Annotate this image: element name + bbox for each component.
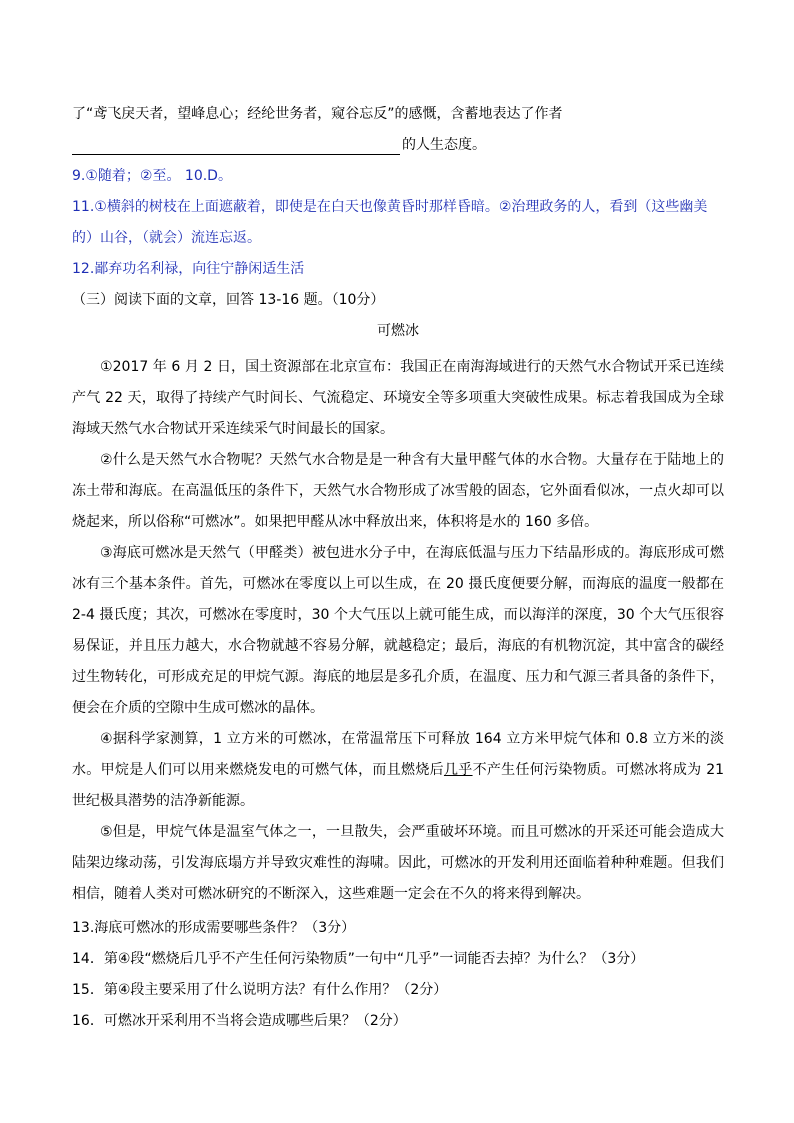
question-16: 16．可燃冰开采利用不当将会造成哪些后果？（2分） <box>72 1013 407 1029</box>
underlined-word: 几乎 <box>443 762 473 778</box>
answer-9-10: 9.①随着；②至。 10.D。 <box>72 168 232 184</box>
paragraph-5: ⑤但是，甲烷气体是温室气体之一，一旦散失，会严重破坏环境。而且可燃冰的开采还可能会造成大陆架边缘动荡，引发海底塌方并导致灾难性的海啸。因此，可燃冰的开发利用还面临着种种难题。但我们相信，随着人类对可燃冰研究的不断深入，这些难题一定会在不久的将来得到解决。 <box>72 824 724 902</box>
paragraph-4 <box>72 724 724 817</box>
paragraph-2: ②什么是天然气水合物呢？天然气水合物是是一种含有大量甲醛气体的水合物。大量存在于陆地上的冻土带和海底。在高温低压的条件下，天然气水合物形成了冰雪般的固态，它外面看似冰，一点火却可以烧起来，所以俗称“可燃冰”。如果把甲醛从冰中释放出来，体积将是水的 160 多倍。 <box>72 452 724 530</box>
question-14: 14．第④段“燃烧后几乎不产生任何污染物质”一句中“几乎”一词能否去掉？为什么？（3分） <box>72 951 645 967</box>
article-title: 可燃冰 <box>377 323 419 339</box>
answer-12: 12.鄙弃功名利禄，向往宁静闲适生活 <box>72 261 305 277</box>
paragraph-4-part1: ④据科学家测算，1 立方米的可燃冰，在常温常压下可释放 164 立方米甲烷气体和 0.8 立方米的淡水。甲烷是人们可以用来燃烧发电的可燃气体，而且燃烧后 <box>72 731 724 778</box>
answer-blank[interactable] <box>72 138 400 155</box>
fill-in-blank-suffix: 的人生态度。 <box>402 137 486 153</box>
paragraph-3: ③海底可燃冰是天然气（甲醛类）被包进水分子中，在海底低温与压力下结晶形成的。海底形成可燃冰有三个基本条件。首先，可燃冰在零度以上可以生成，在 20 摄氏度便要分解，而海底的温度一般都在 2-4 摄氏度；其次，可燃冰在零度时，30 个大气压以上就可能生成，而以海洋的深度，30 个大气压很容易保证，并且压力越大，水合物就越不容易分解，就越稳定；最后，海底的有机物沉淀，其中富含的碳经过生物转化，可形成充足的甲烷气源。海底的地层是多孔介质，在温度、压力和气源三者具备的条件下，便会在介质的空隙中生成可燃冰的晶体。 <box>72 545 724 716</box>
paragraph-1: ①2017 年 6 月 2 日，国土资源部在北京宣布：我国正在南海海域进行的天然气水合物试开采已连续产气 22 天，取得了持续产气时间长、气流稳定、环境安全等多项重大突破性成果。标志着我国成为全球海域天然气水合物试开采连续采气时间最长的国家。 <box>72 359 724 437</box>
section-heading: （三）阅读下面的文章，回答 13-16 题。（10分） <box>72 292 385 308</box>
answer-11-line2: 的）山谷，（就会）流连忘返。 <box>72 230 261 246</box>
previous-question-line: 了“鸢飞戾天者，望峰息心；经纶世务者，窥谷忘反”的感慨，含蓄地表达了作者 <box>72 106 563 122</box>
question-13: 13.海底可燃冰的形成需要哪些条件？（3分） <box>72 920 356 936</box>
paragraph-4-part2: 不产生任何污染物质。可燃冰将成为 21 世纪极具潜势的洁净新能源。 <box>72 762 725 809</box>
fill-in-blank-line <box>72 135 724 155</box>
question-15: 15．第④段主要采用了什么说明方法？有什么作用？（2分） <box>72 982 448 998</box>
answer-11-line1: 11.①横斜的树枝在上面遮蔽着，即使是在白天也像黄昏时那样昏暗。②治理政务的人，看到（这些幽美 <box>72 199 708 215</box>
